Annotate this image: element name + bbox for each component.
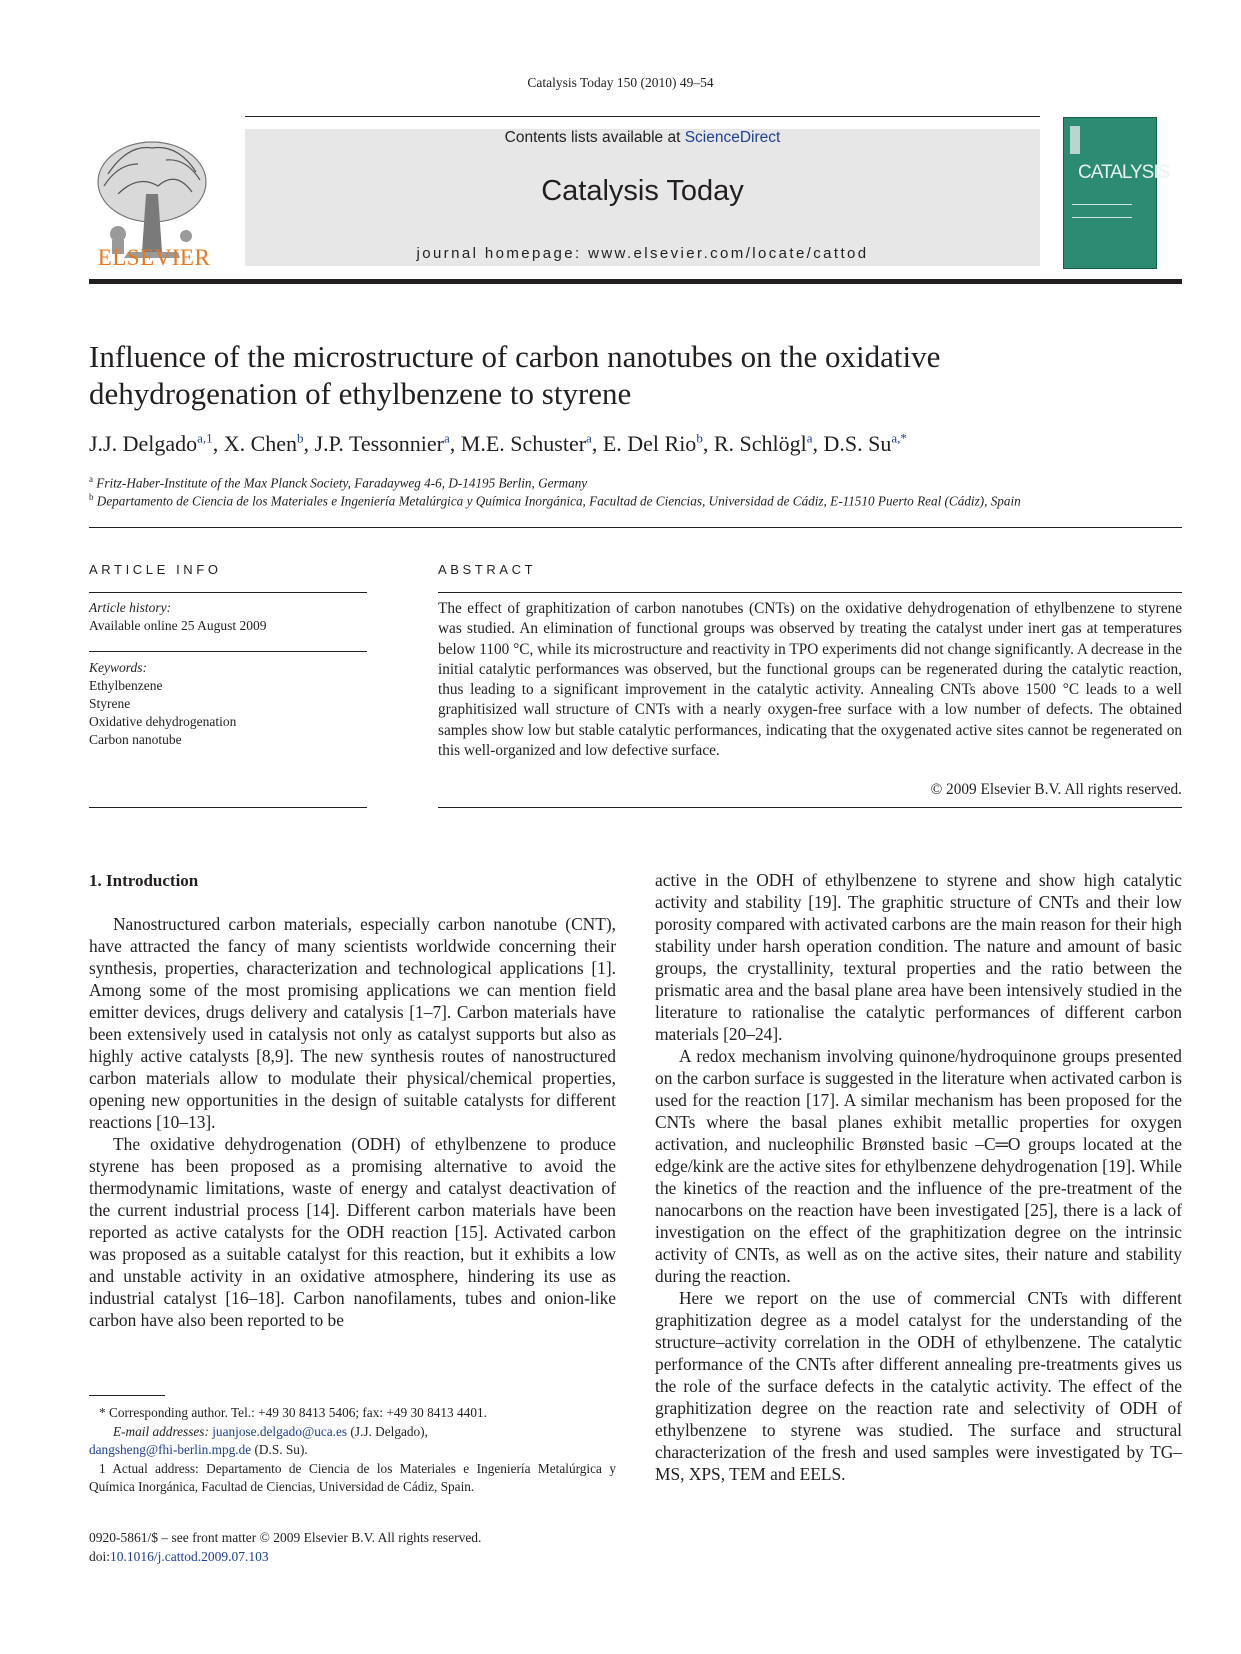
paragraph: Nanostructured carbon materials, especially carbon nanotube (CNT), have attracted the fancy of many scientists worldwide concerning their synthesis, properties, characterization and technological applications [1]. Among some of the most promising applications we can mention field emitter devices, drugs delivery and catalysis [1–7]. Carbon materials have been extensively used in catalysis not only as catalyst supports but also as highly active catalysts [8,9]. The new synthesis routes of nanostructured carbon materials allow to modulate their physical/chemical properties, opening new opportunities in the design of suitable catalysts for different reactions [10–13]. (89, 914, 616, 1132)
paragraph: A redox mechanism involving quinone/hydroquinone groups presented on the carbon surface is suggested in the literature when activated carbon is used for the reaction [17]. A similar mechanism has been proposed for the CNTs where the basal planes exhibit metallic properties for oxygen activation, and nucleophilic Brønsted basic –C═O groups located at the edge/kink are the active sites for ethylbenzene dehydrogenation [19]. While the kinetics of the reaction and the influence of the pre-treatment of the nanocarbons on the reaction have been investigated [25], there is a lack of investigation on the effect of the graphitization degree on the intrinsic activity of CNTs, as well as on the active sites, their nature and stability during the reaction. (655, 1046, 1182, 1286)
author: M.E. Schuster$^a$, (460, 430, 603, 456)
doi-link[interactable]: 10.1016/j.cattod.2009.07.103 (110, 1548, 269, 1564)
email-note: E-mail addresses: juanjose.delgado@uca.es (J.J. Delgado), dangsheng@fhi-berlin.mpg.de (D.S. Su). (89, 1423, 428, 1457)
cover-text-lines (1072, 204, 1132, 218)
abstract-heading: ABSTRACT (438, 562, 537, 577)
journal-citation: Catalysis Today 150 (2010) 49–54 (527, 75, 714, 90)
corresponding-author-note: * Corresponding author. Tel.: +49 30 8413 5406; fax: +49 30 8413 4401. (99, 1405, 487, 1420)
author-list (89, 431, 1189, 457)
cover-top-strip (1070, 126, 1080, 154)
body-left-column (89, 913, 616, 1331)
doi-line: doi:10.1016/j.cattod.2009.07.103 (89, 1548, 269, 1564)
footnotes (89, 1404, 616, 1497)
info-rule-1 (89, 592, 367, 593)
abstract-copyright: © 2009 Elsevier B.V. All rights reserved. (930, 781, 1182, 798)
keyword: Styrene (89, 696, 131, 711)
email-link-delgado[interactable]: juanjose.delgado@uca.es (212, 1423, 348, 1439)
header-top-rule (245, 116, 1040, 117)
keyword: Carbon nanotube (89, 732, 182, 747)
keyword: Oxidative dehydrogenation (89, 714, 237, 729)
author: J.J. Delgado$^{a,1}$, (89, 430, 224, 456)
abstract-text: The effect of graphitization of carbon nanotubes (CNTs) on the oxidative dehydrogenation of ethylbenzene to styrene was studied. An elimination of functional groups was observed by treating the catalyst under inert gas at temperatures below 1100 °C, while its microstructure and reactivity in TPO experiments did not change significantly. A decrease in the initial catalytic performances was observed, but the functional groups can be regenerated during the catalytic reaction, thus leading to a significant improvement in the catalytic activity. Annealing CNTs above 1500 °C leads to a well graphitisized wall structure of CNTs with a nearly oxygen-free surface with a low number of defects. The obtained samples show low but stable catalytic performances, indicating that the oxygenated active sites cannot be regenerated on this well-organized and low defective surface. (438, 600, 1182, 760)
affiliation-b: $^b$ Departamento de Ciencia de los Materiales e Ingeniería Metalúrgica y Química Inorgánica, Facultad de Ciencias, Universidad de Cádiz, E-11510 Puerto Real (Cádiz), Spain (89, 492, 1021, 509)
journal-cover-thumbnail (1063, 117, 1170, 269)
footnote-rule (89, 1395, 165, 1396)
front-matter: 0920-5861/$ – see front matter © 2009 Elsevier B.V. All rights reserved. doi:10.1016/j.cattod.2009.07.103 (89, 1529, 481, 1566)
author: J.P. Tessonnier$^a$, (314, 430, 461, 456)
paragraph: active in the ODH of ethylbenzene to styrene and show high catalytic activity and stability [19]. The graphitic structure of CNTs and their low porosity compared with activated carbons are the main reason for their high stability under harsh operation condition. The nature and amount of basic groups, the crystallinity, textural properties and the ratio between the prismatic area and the basal plane area have been intensively studied in the literature to rationalise the catalytic performances of different carbon materials [20–24]. (655, 870, 1182, 1044)
paragraph: The oxidative dehydrogenation (ODH) of ethylbenzene to produce styrene has been proposed as a promising alternative to avoid the thermodynamic limitations, waste of energy and catalyst deactivation of the current industrial process [14]. Different carbon materials have been reported as active catalysts for the ODH reaction [15]. Activated carbon was proposed as a suitable catalyst for this reaction, but it exhibits a low and unstable activity in an oxidative atmosphere, hindering its use as industrial catalyst [16–18]. Carbon nanofilaments, tubes and onion-like carbon have also been reported to be (89, 1134, 616, 1330)
info-rule-2 (89, 651, 367, 652)
affiliation-rule (89, 527, 1182, 528)
journal-title: Catalysis Today (541, 175, 744, 207)
header-thick-rule (89, 279, 1182, 284)
author: X. Chen$^b$, (223, 430, 315, 456)
journal-homepage[interactable]: journal homepage: www.elsevier.com/locate/cattod (416, 245, 869, 262)
section-heading-introduction: 1. Introduction (89, 871, 199, 890)
info-rule-3 (89, 807, 367, 808)
paragraph: Here we report on the use of commercial CNTs with different graphitization degree as a model catalyst for the understanding of the structure–activity correlation in the ODH of ethylbenzene. The catalytic performance of the CNTs after different annealing pre-treatments gives us the role of the surface defects in the catalytic activity. The effect of the graphitization degree on the reaction rate and selectivity of ODH of ethylbenzene to styrene was studied. The surface and structural characterization of the fresh and used samples were investigated by TG–MS, XPS, TEM and EELS. (655, 1288, 1182, 1484)
author: D.S. $Su^{a,*}$ (823, 430, 907, 456)
journal-banner (245, 129, 1040, 266)
keyword: Ethylbenzene (89, 678, 163, 693)
abstract-rule-bottom (438, 807, 1182, 808)
article-history: Article history: Available online 25 August 2009 (89, 600, 267, 633)
article-info-heading: ARTICLE INFO (89, 562, 222, 577)
email-link-su[interactable]: dangsheng@fhi-berlin.mpg.de (89, 1442, 252, 1457)
body-right-column (655, 869, 1182, 1485)
elsevier-wordmark: ELSEVIER (97, 245, 211, 270)
sciencedirect-link[interactable]: ScienceDirect (684, 129, 781, 146)
affiliation-a: $^a$ Fritz-Haber-Institute of the Max Planck Society, Faradayweg 4-6, D-14195 Berlin, Germany (89, 474, 588, 491)
contents-line: Contents lists available at ScienceDirect (504, 129, 781, 146)
abstract-rule-top (438, 592, 1182, 593)
cover-title: CATALYSIS (1078, 162, 1170, 183)
keywords-block: Keywords: Ethylbenzene Styrene Oxidative dehydrogenation Carbon nanotube (89, 660, 237, 747)
author: E. Del Rio$^b$, (602, 430, 714, 456)
author: R. Schlögl$^a$, (713, 430, 824, 456)
actual-address-note: 1 Actual address: Departamento de Ciencia de los Materiales e Ingeniería Metalúrgica y Química Inorgánica, Facultad de Ciencias, Universidad de Cádiz, Spain. (89, 1460, 616, 1494)
article-title: Influence of the microstructure of carbon nanotubes on the oxidative dehydrogenation of ethylbenzene to styrene (89, 339, 941, 411)
